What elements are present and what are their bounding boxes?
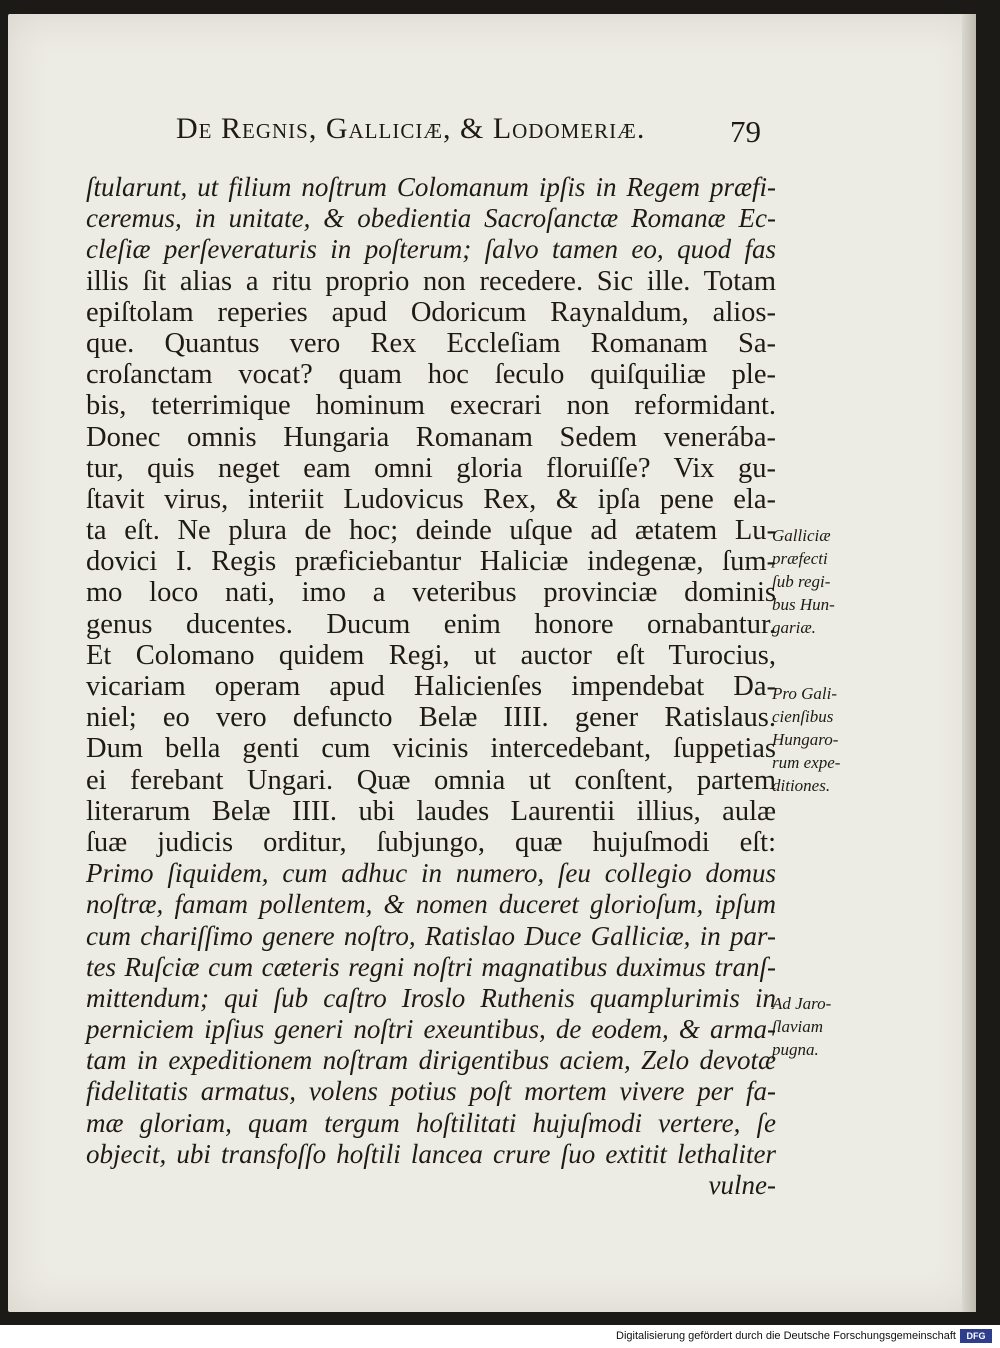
text-line: vicariam operam apud Halicienſes impendebat Da- — [86, 671, 776, 702]
margin-note-line: Galliciæ — [772, 526, 831, 545]
text-line: Primo ſiquidem, cum adhuc in numero, ſeu collegio domus — [86, 858, 776, 889]
text-line: ſtavit virus, interiit Ludovicus Rex, & ipſa pene ela- — [86, 483, 776, 515]
dfg-logo-icon: DFG — [960, 1329, 992, 1343]
text-line: croſanctam vocat? quam hoc ſeculo quiſquiliæ ple- — [86, 359, 776, 391]
text-line: mæ gloriam, quam tergum hoſtilitati hujuſmodi vertere, ſe — [86, 1107, 776, 1138]
text-line: illis ſit alias a ritu proprio non recedere. Sic ille. Totam — [86, 265, 776, 297]
margin-note-line: rum expe- — [772, 753, 841, 772]
book-page — [8, 14, 976, 1312]
text-line: ei ferebant Ungari. Quæ omnia ut conſtent, partem — [86, 764, 776, 796]
text-line: dovici I. Regis præficiebantur Haliciæ indegenæ, ſum- — [86, 546, 776, 578]
text-line: ta eſt. Ne plura de hoc; deinde uſque ad ætatem Lu- — [86, 515, 776, 547]
text-line: cleſiæ perſeveraturis in poſterum; ſalvo tamen eo, quod fas — [86, 234, 776, 265]
footer-credit: Digitalisierung gefördert durch die Deutsche Forschungsgemeinschaft — [616, 1330, 956, 1342]
margin-note-line: ſlaviam — [772, 1017, 823, 1036]
text-line: objecit, ubi transfoſſo hoſtili lancea crure ſuo extitit lethaliter — [86, 1138, 776, 1169]
running-head — [8, 110, 976, 150]
text-line: niel; eo vero defuncto Belæ IIII. gener Ratislaus. — [86, 702, 776, 734]
margin-note-line: bus Hun- — [772, 595, 835, 614]
text-line: mittendum; qui ſub caſtro Iroslo Ruthenis quamplurimis in — [86, 982, 776, 1013]
text-line: bis, teterrimique hominum execrari non reformidant. — [86, 390, 776, 422]
text-line: ceremus, in unitate, & obedientia Sacroſanctæ Romanæ Ec- — [86, 203, 776, 234]
margin-note-ad-jaroslaviam — [772, 992, 882, 1061]
text-line: genus ducentes. Ducum enim honore ornabantur. — [86, 608, 776, 640]
text-line: tur, quis neget eam omni gloria floruiſſe? Vix gu- — [86, 452, 776, 484]
text-line: cum chariſſimo genere noſtro, Ratislao Duce Galliciæ, in par- — [86, 920, 776, 951]
margin-note-line: Pro Gali- — [772, 684, 838, 703]
margin-note-galliciae-praefecti — [772, 524, 882, 639]
text-line: tam in expeditionem noſtram dirigentibus aciem, Zelo devotæ — [86, 1045, 776, 1076]
text-line: ſtularunt, ut filium noſtrum Colomanum ipſis in Regem præfi- — [86, 172, 776, 202]
margin-note-line: gariæ. — [772, 618, 816, 637]
text-line: que. Quantus vero Rex Eccleſiam Romanam Sa- — [86, 327, 776, 359]
page-edge — [962, 14, 976, 1312]
text-line: fidelitatis armatus, volens potius poſt mortem vivere per fa- — [86, 1076, 776, 1107]
margin-note-line: Ad Jaro- — [772, 994, 832, 1013]
text-line: Dum bella genti cum vicinis intercedebant, ſuppetias — [86, 733, 776, 765]
page-number: 79 — [730, 114, 761, 149]
text-line: tes Ruſciæ cum cæteris regni noſtri magnatibus duximus tranſ- — [86, 951, 776, 982]
text-line: Et Colomano quidem Regi, ut auctor eſt Turocius, — [86, 639, 776, 671]
text-line: literarum Belæ IIII. ubi laudes Laurentii illius, aulæ — [86, 795, 776, 827]
text-line: ſuæ judicis orditur, ſubjungo, quæ hujuſmodi eſt: — [86, 826, 776, 858]
margin-note-line: pugna. — [772, 1040, 819, 1059]
margin-note-line: ſub regi- — [772, 572, 831, 591]
text-line: Donec omnis Hungaria Romanam Sedem venerába- — [86, 421, 776, 453]
text-line: perniciem ipſius generi noſtri exeuntibus, de eodem, & arma- — [86, 1014, 776, 1045]
running-head-title: De Regnis, Galliciæ, & Lodomeriæ. — [176, 112, 646, 145]
margin-note-line: Hungaro- — [772, 730, 839, 749]
text-line: epiſtolam reperies apud Odoricum Raynaldum, alios- — [86, 296, 776, 328]
footer-bar — [0, 1325, 1000, 1348]
margin-note-line: ditiones. — [772, 776, 831, 795]
text-line: noſtræ, famam pollentem, & nomen duceret glorioſum, ipſum — [86, 889, 776, 920]
margin-note-line: cienſibus — [772, 707, 834, 726]
body-text — [86, 172, 776, 1201]
margin-note-line: præfecti — [772, 549, 828, 568]
text-line: vulne- — [708, 1170, 776, 1200]
margin-note-pro-galiciensibus — [772, 682, 882, 797]
text-line: mo loco nati, imo a veteribus provinciæ dominis — [86, 577, 776, 609]
